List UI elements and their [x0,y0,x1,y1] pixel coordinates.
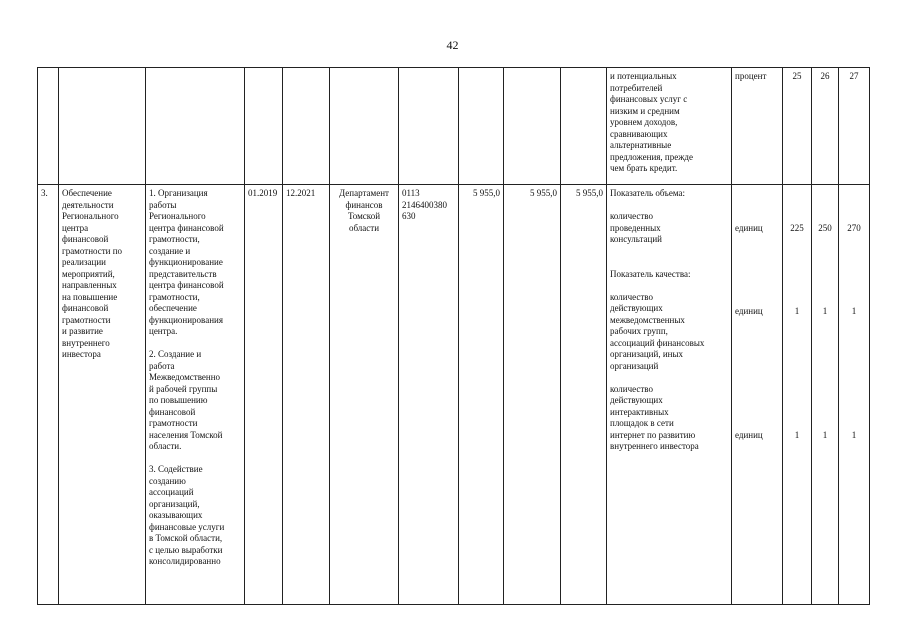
value-1-1: 225 [790,223,804,233]
value-1-2: 250 [818,223,832,233]
executor: Департамент финансов Томской области [330,185,399,605]
unit-3: единиц [735,430,763,440]
page-number: 42 [446,38,459,52]
amount-total: 5 955,0 [459,185,504,605]
value-2-2: 1 [822,305,828,316]
indicator-3: количество действующих интерактивных площадок в сети интернет по развитию внутреннего инвестора [610,383,699,451]
continuation-value-3: 27 [839,68,870,185]
program-table [37,67,870,605]
value-2-1: 1 [794,305,800,316]
values-year-2 [812,185,839,605]
value-3-1: 1 [794,430,800,440]
row-number: 3. [38,185,59,605]
quality-header: Показатель качества: [610,268,691,279]
unit-2: единиц [735,305,763,316]
continuation-value-2: 26 [812,68,839,185]
unit-1: единиц [735,223,763,233]
end-date: 12.2021 [283,185,330,605]
continuation-unit: процент [732,68,783,185]
indicator-2: количество действующих межведомственных рабочих групп, ассоциаций финансовых организаций, иных организаций [610,291,705,371]
start-date: 01.2019 [245,185,283,605]
value-2-3: 1 [851,305,857,316]
indicators-cell [607,185,732,605]
values-year-3 [839,185,870,605]
indicator-1: количество проведенных консультаций [610,211,662,244]
activity-1: 1. Организация работы Регионального центра финансовой грамотности, создание и функционирование представительств центра финансовой грамотности, обеспечение функционирования центра. [149,188,224,336]
value-3-3: 1 [851,430,857,440]
value-3-2: 1 [822,430,828,440]
continuation-row [38,68,870,185]
table-row [38,185,870,605]
continuation-value-1: 25 [783,68,812,185]
amount-year: 5 955,0 [561,185,607,605]
activity-2: 2. Создание и работа Межведомственно й рабочей группы по повышению финансовой грамотности населения Томской области. [149,349,223,451]
value-1-3: 270 [847,223,861,233]
continuation-indicator: и потенциальных потребителей финансовых услуг с низким и средним уровнем доходов, сравнивающих альтернативные предложения, прежде чем брать кредит. [607,68,732,185]
units-cell [732,185,783,605]
amount-regional: 5 955,0 [504,185,561,605]
activity-3: 3. Содействие созданию ассоциаций организаций, оказывающих финансовые услуги в Томской области, с целью выработки консолидированно [149,464,225,566]
values-year-1 [783,185,812,605]
activities-cell [146,185,245,605]
budget-code: 0113 2146400380 630 [399,185,459,605]
volume-header: Показатель объема: [610,188,685,198]
measure-name: Обеспечение деятельности Регионального центра финансовой грамотности по реализации мероприятий, направленных на повышение финансовой грамотности и развитие внутреннего инвестора [59,185,146,605]
